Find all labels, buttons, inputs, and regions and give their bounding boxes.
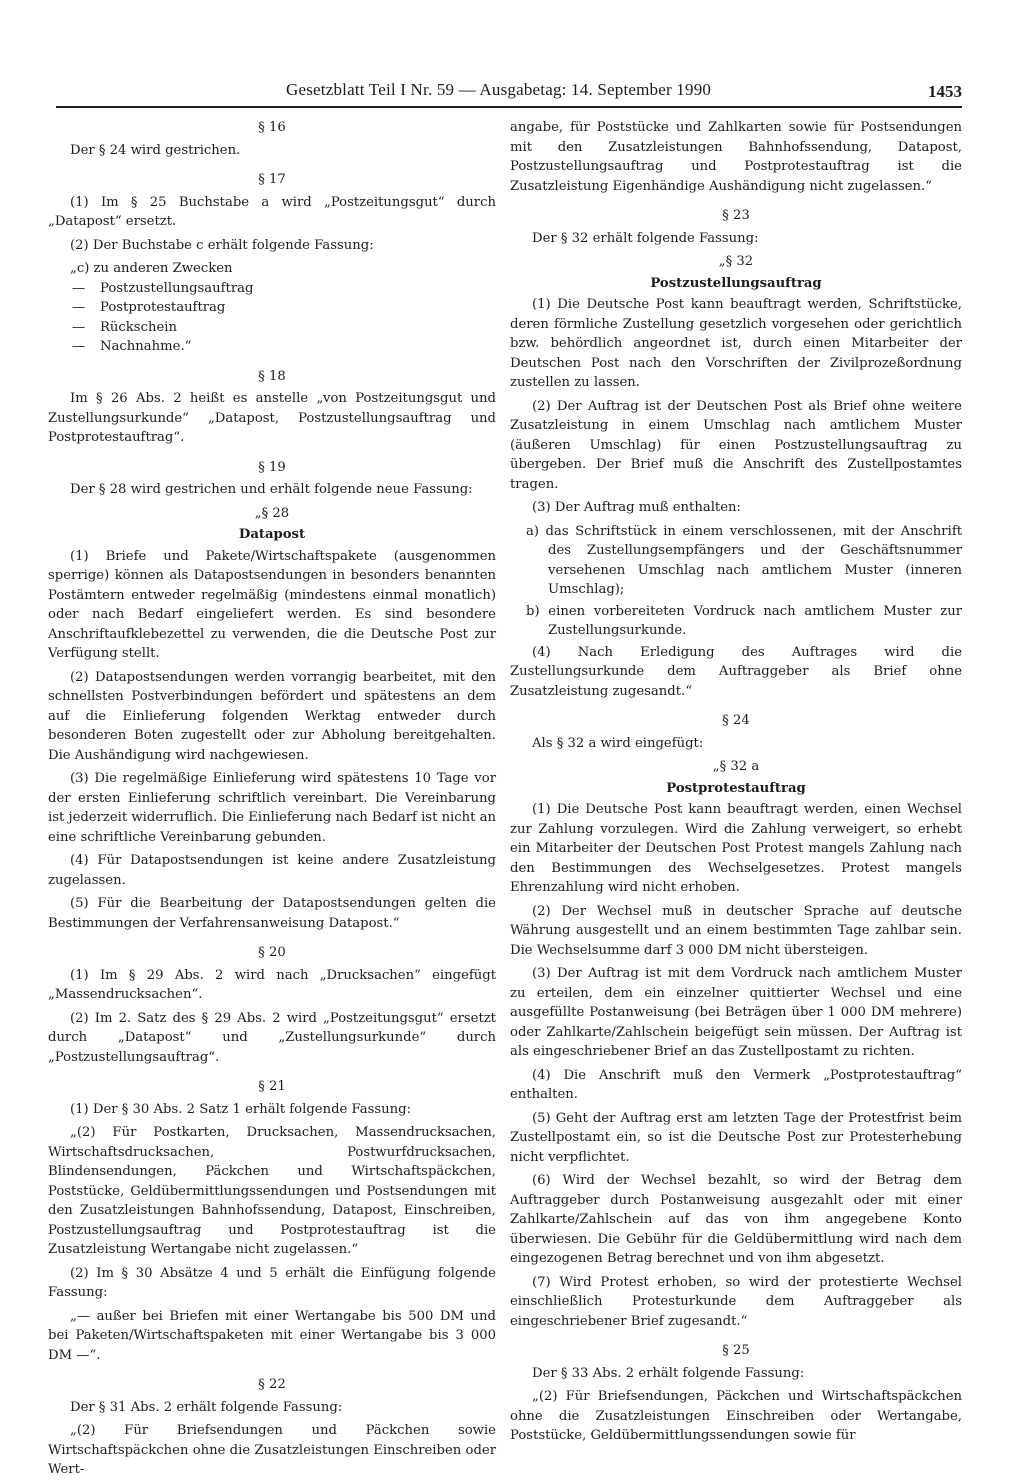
dash-list — [48, 279, 496, 357]
section-heading: § 22 — [258, 1377, 286, 1392]
paragraph: (2) Der Buchstabe c erhält folgende Fassung: — [70, 237, 374, 253]
paragraph: Als § 32 a wird eingefügt: — [532, 735, 704, 751]
paragraph: (2) Im § 30 Absätze 4 und 5 erhält die Einfügung folgende Fassung: — [48, 1265, 496, 1300]
section-heading: § 23 — [722, 208, 750, 223]
quoted-section-title: Postprotestauftrag — [666, 780, 806, 796]
paragraph: „(2) Für Postkarten, Drucksachen, Massendrucksachen, Wirtschaftsdrucksachen, Postwurfdrucksachen, Blindensendungen, Päckchen und Wirtschaftspäckchen, Poststücke, Geldübermittlungssendungen und Postsendungen mit den Zusatzleistungen Bahnhofssendung, Datapost, Einschreiben, Postzustellungsauftrag und Postprotestauftrag ist die Zusatzleistung Wertangabe nicht zugelassen.“ — [48, 1125, 496, 1257]
section-heading: § 19 — [258, 459, 286, 475]
section-heading: § 16 — [258, 120, 286, 135]
list-item: b) einen vorbereiteten Vordruck nach amtlichem Muster zur Zustellungsurkunde. — [526, 603, 962, 638]
list-item: — Nachnahme.“ — [100, 337, 496, 357]
paragraph: (1) Im § 25 Buchstabe a wird „Postzeitungsgut“ durch „Datapost“ ersetzt. — [48, 194, 496, 229]
paragraph: (2) Der Auftrag ist der Deutschen Post als Brief ohne weitere Zusatzleistung in einem Umschlag nach amtlichem Muster (äußeren Umschlag) für einen Postzustellungsauftrag zu übergeben. Der Brief muß die Anschrift des Zustellpostamtes tragen. — [510, 398, 962, 492]
section-heading: § 21 — [258, 1079, 286, 1094]
paragraph: Der § 28 wird gestrichen und erhält folgende neue Fassung: — [70, 482, 473, 497]
quoted-section-heading: „§ 32 a — [712, 759, 760, 774]
paragraph: (2) Der Wechsel muß in deutscher Sprache auf deutsche Währung ausgestellt und an einem bestimmten Tage zahlbar sein. Die Wechselsumme darf 3 000 DM nicht übersteigen. — [510, 903, 962, 958]
paragraph: „(2) Für Briefsendungen und Päckchen sowie Wirtschaftspäckchen ohne die Zusatzleistungen Einschreiben oder Wert- — [48, 1423, 496, 1477]
section-heading: § 17 — [258, 172, 286, 187]
paragraph: (4) Für Datapostsendungen ist keine andere Zusatzleistung zugelassen. — [48, 853, 496, 888]
quoted-section-heading: „§ 32 — [718, 254, 754, 269]
paragraph: Der § 33 Abs. 2 erhält folgende Fassung: — [532, 1365, 805, 1381]
paragraph: (5) Für die Bearbeitung der Datapostsendungen gelten die Bestimmungen der Verfahrensanweisung Datapost.“ — [48, 896, 496, 931]
paragraph: (2) Datapostsendungen werden vorrangig bearbeitet, mit den schnellsten Postverbindungen befördert und spätestens an dem auf die Einlieferung folgenden Werktag entweder durch besonderen Boten zugestellt oder zur Abholung bereitgehalten. Die Aushändigung wird nachgewiesen. — [48, 669, 496, 763]
paragraph: (1) Die Deutsche Post kann beauftragt werden, einen Wechsel zur Zahlung vorzulegen. Wird die Zahlung verweigert, so erhebt ein Mitarbeiter der Deutschen Post Protest mangels Zahlung nach den Bestimmungen des Wechselgesetzes. Protest mangels Ehrenzahlung wird nicht erhoben. — [510, 802, 962, 895]
paragraph: „— außer bei Briefen mit einer Wertangabe bis 500 DM und bei Paketen/Wirtschaftspaketen mit einer Wertangabe bis 3 000 DM —“. — [48, 1308, 496, 1363]
paragraph: (4) Die Anschrift muß den Vermerk „Postprotestauftrag“ enthalten. — [510, 1067, 962, 1102]
paragraph: (3) Der Auftrag ist mit dem Vordruck nach amtlichem Muster zu erteilen, dem ein einzelner quittierter Wechsel und eine ausgefüllte Postanweisung (bei Beträgen über 1 000 DM mehrere) oder Zahlkarte/Zahlschein beigefügt sein müssen. Der Auftrag ist als eingeschriebener Brief an das Zustellpostamt zu richten. — [510, 966, 962, 1059]
paragraph: (2) Im 2. Satz des § 29 Abs. 2 wird „Postzeitungsgut“ ersetzt durch „Datapost“ und „Zustellungsurkunde“ durch „Postzustellungsauftrag“. — [48, 1010, 496, 1065]
gazette-title: Gesetzblatt Teil I Nr. 59 — Ausgabetag: 14. September 1990 — [286, 80, 712, 99]
section-heading: § 25 — [722, 1343, 750, 1358]
paragraph: Der § 31 Abs. 2 erhält folgende Fassung: — [70, 1399, 343, 1415]
section-heading: § 20 — [258, 945, 286, 960]
quoted-section-heading: „§ 28 — [254, 505, 290, 521]
list-item: — Postzustellungsauftrag — [100, 279, 496, 299]
section-heading: § 18 — [258, 368, 286, 384]
paragraph: (4) Nach Erledigung des Auftrages wird die Zustellungsurkunde dem Auftraggeber als Brief ohne Zusatzleistung zugesandt.“ — [510, 644, 962, 699]
paragraph: (1) Briefe und Pakete/Wirtschaftspakete (ausgenommen sperrige) können als Datapostsendungen in besonders benannten Postämtern entweder regelmäßig (mindestens einmal monatlich) oder nach Bedarf eingeliefert werden. Es sind besondere Anschriftaufklebezettel zu verwenden, die die Deutsche Post zur Verfügung stellt. — [48, 548, 496, 661]
page-number: 1453 — [928, 82, 962, 101]
paragraph: (1) Im § 29 Abs. 2 wird nach „Drucksachen“ eingefügt „Massendrucksachen“. — [48, 967, 496, 1002]
quoted-section-title: Postzustellungsauftrag — [650, 275, 822, 291]
paragraph: Der § 24 wird gestrichen. — [70, 142, 241, 158]
left-column — [48, 118, 496, 1484]
paragraph: „(2) Für Briefsendungen, Päckchen und Wirtschaftspäckchen ohne die Zusatzleistungen Einschreiben oder Wertangabe, Poststücke, Geldübermittlungssendungen sowie für — [510, 1389, 962, 1443]
paragraph: „c) zu anderen Zwecken — [70, 261, 233, 276]
paragraph: Der § 32 erhält folgende Fassung: — [532, 230, 759, 246]
paragraph: Im § 26 Abs. 2 heißt es anstelle „von Postzeitungsgut und Zustellungsurkunde“ „Datapost, Postzustellungsauftrag und Postprotestauftrag“. — [48, 391, 496, 445]
paragraph: (1) Die Deutsche Post kann beauftragt werden, Schriftstücke, deren förmliche Zustellung gesetzlich vorgesehen oder gerichtlich bzw. behördlich angeordnet ist, durch einen Mitarbeiter der Deutschen Post nach den Vorschriften der Zivilprozeßordnung zustellen zu lassen. — [510, 297, 962, 390]
list-item: — Postprotestauftrag — [100, 298, 496, 318]
paragraph: (7) Wird Protest erhoben, so wird der protestierte Wechsel einschließlich Protesturkunde dem Auftraggeber als eingeschriebener Brief zugesandt.“ — [510, 1274, 962, 1329]
paragraph: angabe, für Poststücke und Zahlkarten sowie für Postsendungen mit den Zusatzleistungen Bahnhofssendung, Datapost, Postzustellungsauftrag und Postprotestauftrag ist die Zusatzleistung Eigenhändige Aushändigung nicht zugelassen.“ — [510, 120, 962, 194]
paragraph: (6) Wird der Wechsel bezahlt, so wird der Betrag dem Auftraggeber durch Postanweisung ausgezahlt oder mit einer Zahlkarte/Zahlschein auf das von ihm angegebene Konto überwiesen. Die Gebühr für die Geldübermittlung wird nach dem eingezogenen Betrag berechnet und von ihm abgesetzt. — [510, 1173, 962, 1266]
paragraph: (3) Die regelmäßige Einlieferung wird spätestens 10 Tage vor der ersten Einlieferung schriftlich vereinbart. Die Vereinbarung ist jederzeit widerruflich. Die Einlieferung nach Bedarf ist nicht an eine schriftliche Vereinbarung gebunden. — [48, 771, 497, 845]
paragraph: (5) Geht der Auftrag erst am letzten Tage der Protestfrist beim Zustellpostamt ein, so ist die Deutsche Post zur Protesterhebung nicht verpflichtet. — [510, 1110, 962, 1165]
quoted-section-title: Datapost — [238, 527, 306, 542]
page-header — [56, 78, 962, 108]
right-column — [510, 118, 962, 1450]
paragraph: (3) Der Auftrag muß enthalten: — [532, 500, 741, 515]
section-heading: § 24 — [722, 713, 750, 728]
list-item: — Rückschein — [100, 318, 496, 338]
list-item: a) das Schriftstück in einem verschlossenen, mit der Anschrift des Zustellungsempfängers und der Geschäftsnummer versehenen Umschlag nach amtlichem Muster (inneren Umschlag); — [526, 523, 962, 597]
paragraph: (1) Der § 30 Abs. 2 Satz 1 erhält folgende Fassung: — [70, 1101, 412, 1117]
